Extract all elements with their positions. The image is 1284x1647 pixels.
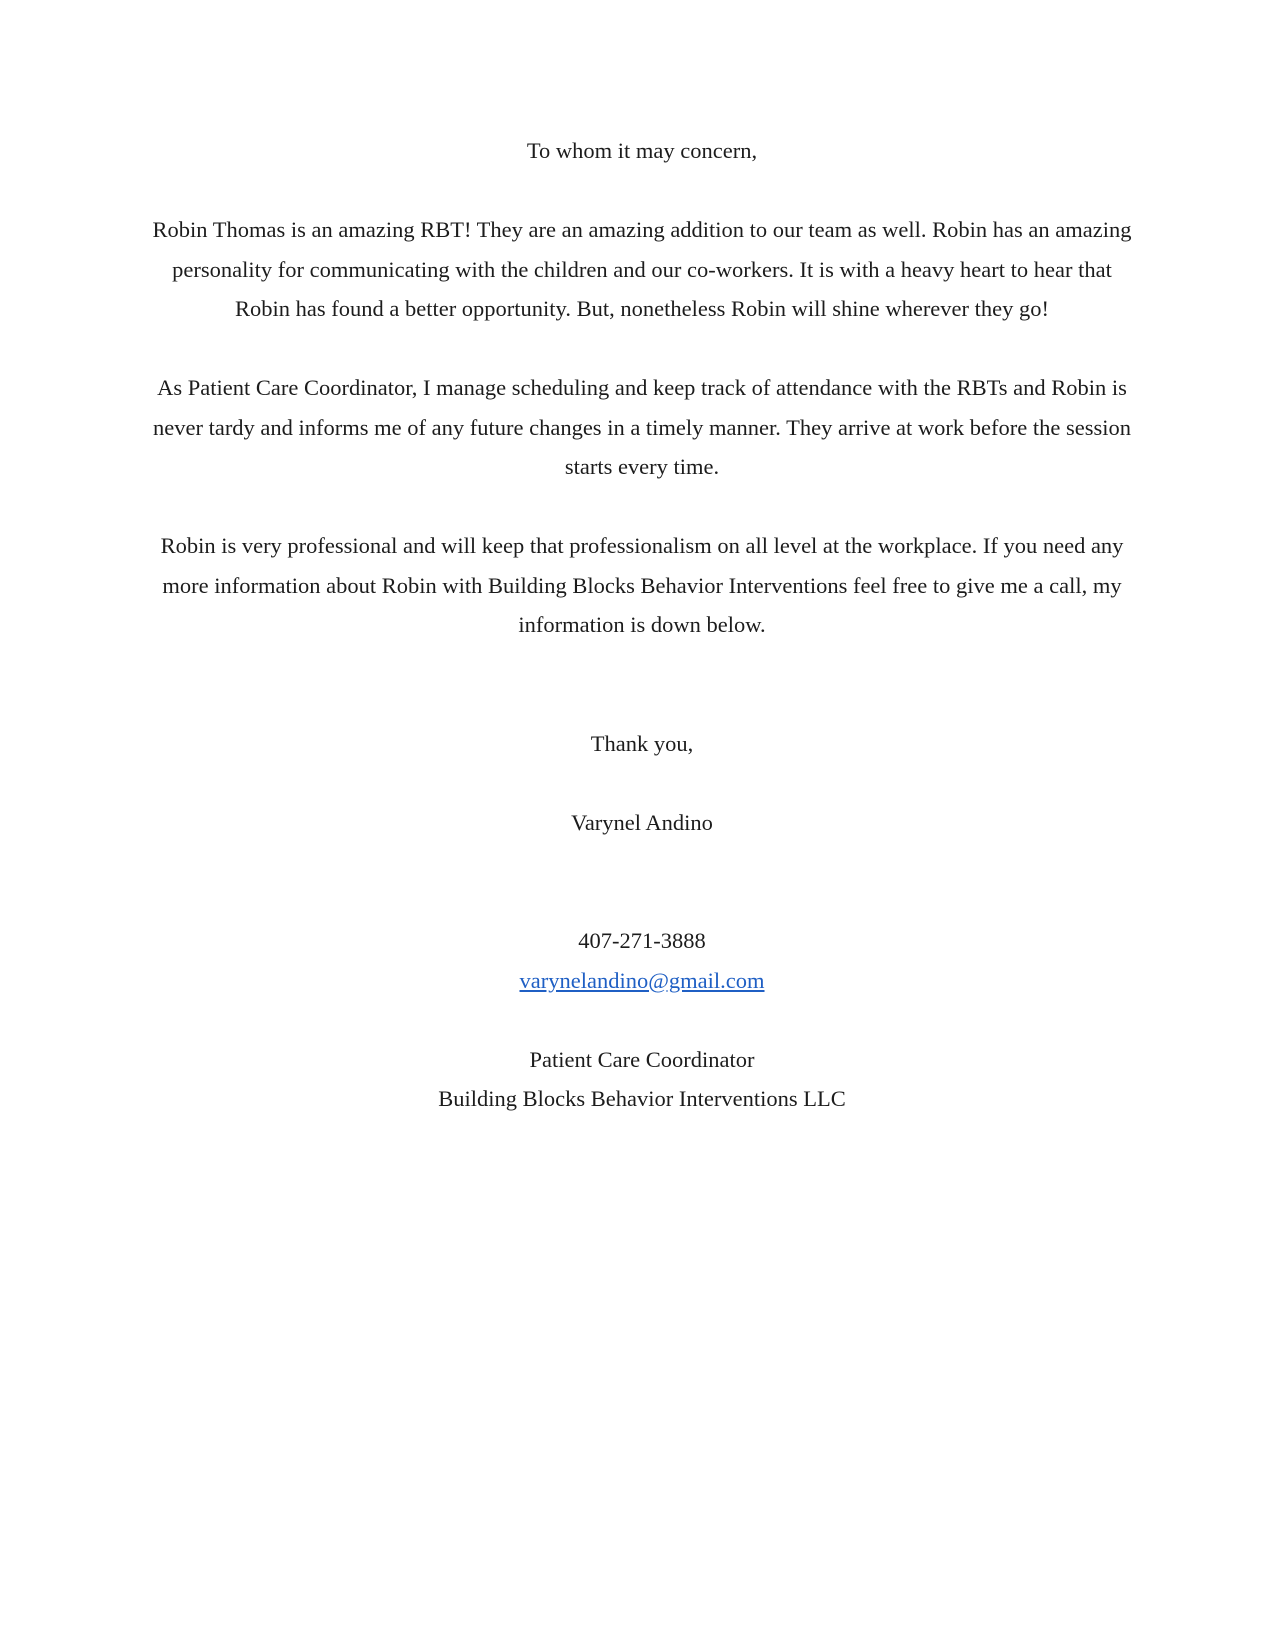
spacer <box>145 645 1139 724</box>
email-link[interactable]: varynelandino@gmail.com <box>519 967 765 993</box>
recommendation-letter <box>145 131 1139 1119</box>
phone-number: 407-271-3888 <box>578 928 706 953</box>
paragraph-professionalism: Robin is very professional and will keep that professionalism on all level at the workplace. If you need any more information about Robin with Building Blocks Behavior Interventions feel free to give me a call, my information is down below. <box>160 533 1124 637</box>
paragraph-recommendation: Robin Thomas is an amazing RBT! They are an amazing addition to our team as well. Robin has an amazing personality for communicating with the children and our co-workers. It is with a heavy heart to hear that Robin has found a better opportunity. But, nonetheless Robin will shine wherever they go! <box>152 217 1132 321</box>
closing: Thank you, <box>590 730 694 756</box>
signer-name: Varynel Andino <box>571 809 713 835</box>
salutation: To whom it may concern, <box>526 138 758 163</box>
email-line <box>145 961 1139 1001</box>
spacer <box>145 487 1139 527</box>
signer-title: Patient Care Coordinator <box>529 1046 755 1072</box>
spacer <box>145 171 1139 211</box>
paragraph-attendance: As Patient Care Coordinator, I manage scheduling and keep track of attendance with the RBTs and Robin is never tardy and informs me of any future changes in a timely manner. They arrive at work before the session starts every time. <box>152 375 1131 479</box>
spacer <box>145 1000 1139 1040</box>
spacer <box>145 329 1139 369</box>
spacer <box>145 763 1139 803</box>
spacer <box>145 842 1139 921</box>
organization-name: Building Blocks Behavior Interventions LLC <box>438 1086 846 1111</box>
